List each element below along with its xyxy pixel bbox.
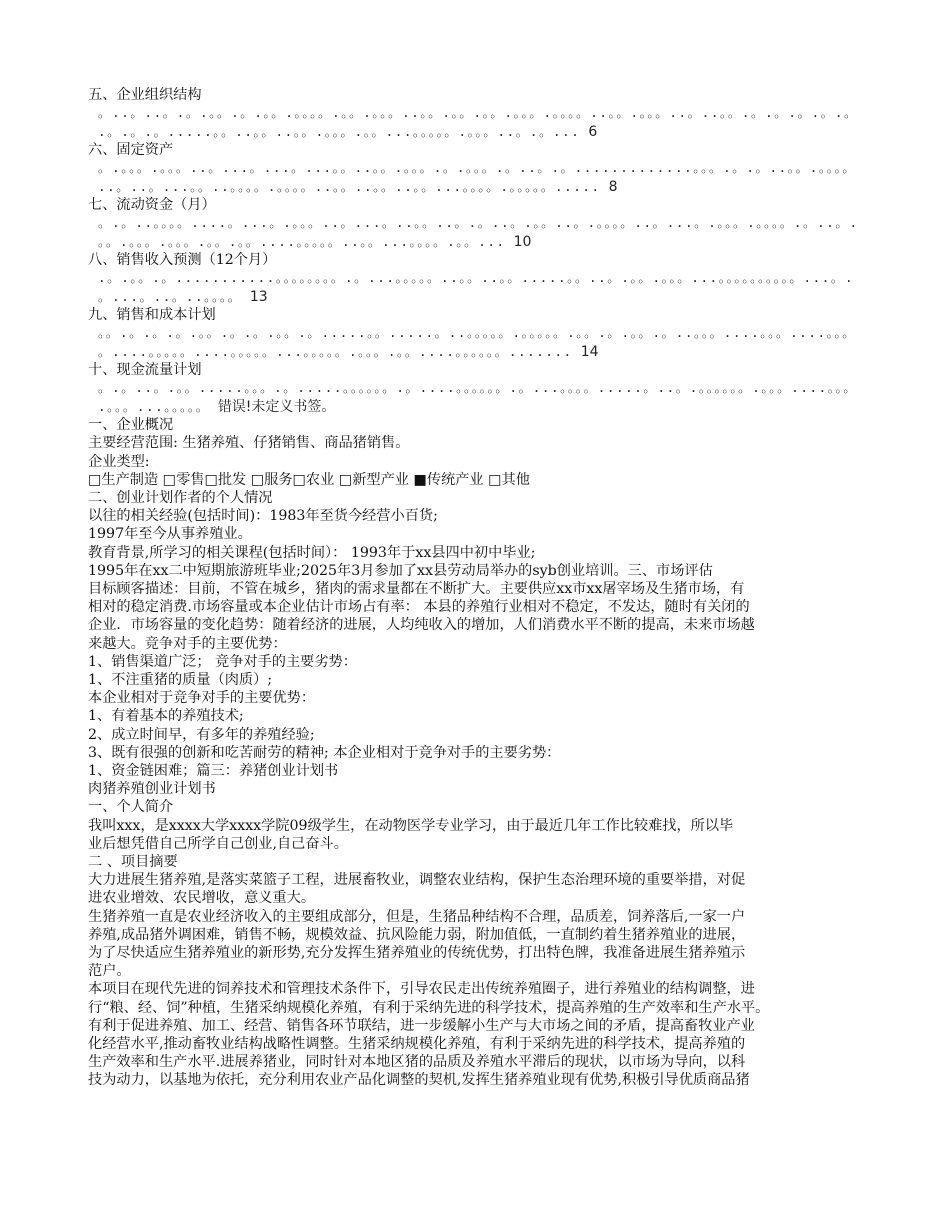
text-line: 业后想凭借自己所学自己创业,自己奋斗。 xyxy=(88,835,348,852)
text-line: 1、有着基本的养殖技术; xyxy=(88,708,244,725)
text-line: 化经营水平,推动畜牧业结构战略性调整。生猪采纳规模化养殖，有利于采纳先进的科学技术，提高养殖的 xyxy=(88,1036,746,1052)
toc-dot-leader xyxy=(88,159,862,196)
toc-entry-title: 六、固定资产 xyxy=(88,142,174,159)
toc-entry-title: 八、销售收入预测（12个月） xyxy=(88,252,277,269)
text-line: 生猪养殖一直是农业经济收入的主要组成部分，但是，生猪品种结构不合理，品质差，饲养落后,一家一户 xyxy=(88,908,746,925)
toc-dots: 。.。。。.。。。..。...。...。...。。..。。.。。。.。.。。。.。..。.。.............。。。.。.。..。。.。。。。..。..。...。。..。。。。.。。。。..。。..。。..。。...。。。。.。。。。。..... xyxy=(98,160,857,194)
toc-entry-title: 十、现金流量计划 xyxy=(88,362,202,379)
text-line: 1997年至今从事养殖业。 xyxy=(88,526,252,543)
text-line: 目标顾客描述：目前，不管在城乡，猪肉的需求量都在不断扩大。主要供应xx市xx屠宰场及生猪市场，有 xyxy=(88,580,745,597)
toc-dot-leader xyxy=(88,379,862,416)
text-line: 1995年在xx二中短期旅游班毕业;2025年3月参加了xx县劳动局举办的syb创业培训。三、市场评估 xyxy=(88,562,713,579)
text-line: 养殖,成品猪外调困难，销售不畅，规模效益、抗风险能力弱，附加值低，一直制约着生猪养殖业的进展， xyxy=(88,926,746,943)
table-of-contents xyxy=(88,86,862,416)
toc-entry[interactable] xyxy=(88,251,862,306)
section-heading: 一、企业概况 xyxy=(88,417,174,434)
text-line: 生产效率和生产水平.进展养猪业，同时针对本地区猪的品质及养殖水平滞后的现状，以市场为导向，以科 xyxy=(88,1054,746,1071)
text-line: 我叫xxx，是xxxx大学xxxx学院09级学生，在动物医学专业学习，由于最近几年工作比较难找，所以毕 xyxy=(88,817,734,834)
toc-entry-title: 五、企业组织结构 xyxy=(88,87,202,103)
toc-entry-title: 九、销售和成本计划 xyxy=(88,307,216,324)
toc-entry[interactable] xyxy=(88,86,862,141)
toc-dot-leader xyxy=(88,269,862,306)
toc-dots: 。..。..。.。.。。.。.。。.。。。。.。。.。。。..。。.。。.。。.。。。.。。。。..。。.。。。..。..。。.。.。.。.。.。.。.。.。.....。。..。。..。。.。。。.。。...。。。。。.。。。..。.。... xyxy=(98,105,859,139)
text-line: 教育背景,所学习的相关课程(包括时间）： 1993年于xx县四中初中毕业; xyxy=(88,544,536,561)
text-line: 大力进展生猪养殖,是落实菜篮子工程，进展畜牧业，调整农业结构，保护生态治理环境的重要举措，对促 xyxy=(88,872,746,889)
section-heading: 二 、项目摘要 xyxy=(88,853,178,870)
text-line: 相对的稳定消费.市场容量或本企业估计市场占有率： 本县的养殖行业相对不稳定，不发达，随时有关闭的 xyxy=(88,599,750,616)
text-line: 1、销售渠道广泛； 竞争对手的主要劣势： xyxy=(88,653,357,670)
toc-entry[interactable] xyxy=(88,196,862,251)
text-line: 2、成立时间早，有多年的养殖经验; xyxy=(88,726,315,743)
toc-dots: 。.。..。.。。.....。。。.。.....。。。。。。.。....。。。。。。.。...。。。。.....。..。.。。。。。。.。。。....。。。.。。。...。。。。。 xyxy=(98,380,858,414)
toc-dots: 。.。..。。。。....。...。.。。。..。...。..。。..。.。..。.。。..。.。。。。..。...。.。。。.。。。。.。..。.。。.。。。.。。。.。。.。。....。。。。。..。。...。。。。.。。... xyxy=(98,215,859,249)
text-line: 有利于促进养殖、加工、经营、销售各环节联结，进一步缓解小生产与大市场之间的矛盾，提高畜牧业产业 xyxy=(88,1017,755,1034)
toc-page-number: 8 xyxy=(608,178,618,195)
text-line: 主要经营范围: 生猪养殖、仔猪销售、商品猪销售。 xyxy=(88,435,410,452)
toc-page-number: 13 xyxy=(249,288,268,305)
text-line: 进农业增效、农民增收，意义重大。 xyxy=(88,890,316,907)
text-line: 行“粮、经、饲”种植，生猪采纳规模化养殖，有利于采纳先进的科学技术，提高养殖的生产效率和生产水平。 xyxy=(88,999,770,1016)
toc-dots: 。。.。.。.。.。。.。.。.。。.。.....。。.....。..。。。。。.。。。。。.。。.。.。。.。..。。。....。。。....。。。。....。。。。。....。。。。。...。。。。。.。。。.。。....。。。。。。....... xyxy=(98,325,851,359)
toc-page-number: 错误!未定义书签。 xyxy=(217,398,336,415)
toc-dot-leader xyxy=(88,214,862,251)
text-line: 以往的相关经验(包括时间)：1983年至货今经营小百货; xyxy=(88,508,438,525)
text-line: 1、资金链困难；篇三：养猪创业计划书 xyxy=(88,762,339,779)
text-line: 1、不注重猪的质量（肉质）; xyxy=(88,671,273,688)
text-line: 范户。 xyxy=(88,963,131,980)
toc-entry-title: 七、流动资金（月） xyxy=(88,197,216,214)
text-line: 来越大。竞争对手的主要优势： xyxy=(88,635,287,652)
text-line: 企业类型: xyxy=(88,453,150,470)
section-heading: 一、个人简介 xyxy=(88,799,174,816)
text-line: 本企业相对于竞争对手的主要优势： xyxy=(88,690,316,707)
text-line: 3、既有很强的创新和吃苦耐劳的精神; 本企业相对于竞争对手的主要劣势： xyxy=(88,744,561,761)
document-body xyxy=(88,416,862,1090)
section-heading: 二、创业计划作者的个人情况 xyxy=(88,489,273,506)
enterprise-type-options: □生产制造 □零售□批发 □服务□农业 □新型产业 ■传统产业 □其他 xyxy=(88,471,530,488)
toc-page-number: 6 xyxy=(588,123,598,140)
document-title: 肉猪养殖创业计划书 xyxy=(88,781,216,798)
toc-page-number: 14 xyxy=(580,343,599,360)
toc-entry[interactable] xyxy=(88,306,862,361)
toc-dots: .。.。。.。...........。。。。。。。。.。...。。。。。..。。..。。.....。。..。.。。.。。。...。。。。。。。。。。...。.。...。..。..。。。。 xyxy=(98,270,855,304)
toc-entry[interactable] xyxy=(88,141,862,196)
text-line: 企业．市场容量的变化趋势：随着经济的进展，人均纯收入的增加，人们消费水平不断的提高，未来市场越 xyxy=(88,617,755,634)
toc-dot-leader xyxy=(88,104,862,141)
toc-page-number: 10 xyxy=(513,233,532,250)
toc-entry[interactable] xyxy=(88,361,862,416)
text-line: 本项目在现代先进的饲养技术和管理技术条件下，引导农民走出传统养殖圈子，进行养殖业的结构调整，进 xyxy=(88,981,755,998)
text-line: 技为动力，以基地为依托，充分利用农业产品化调整的契机,发挥生猪养殖业现有优势,积极引导优质商品猪 xyxy=(88,1072,750,1089)
text-line: 为了尽快适应生猪养殖业的新形势,充分发挥生猪养殖业的传统优势，打出特色牌，我准备进展生猪养殖示 xyxy=(88,944,746,961)
toc-dot-leader xyxy=(88,324,862,361)
